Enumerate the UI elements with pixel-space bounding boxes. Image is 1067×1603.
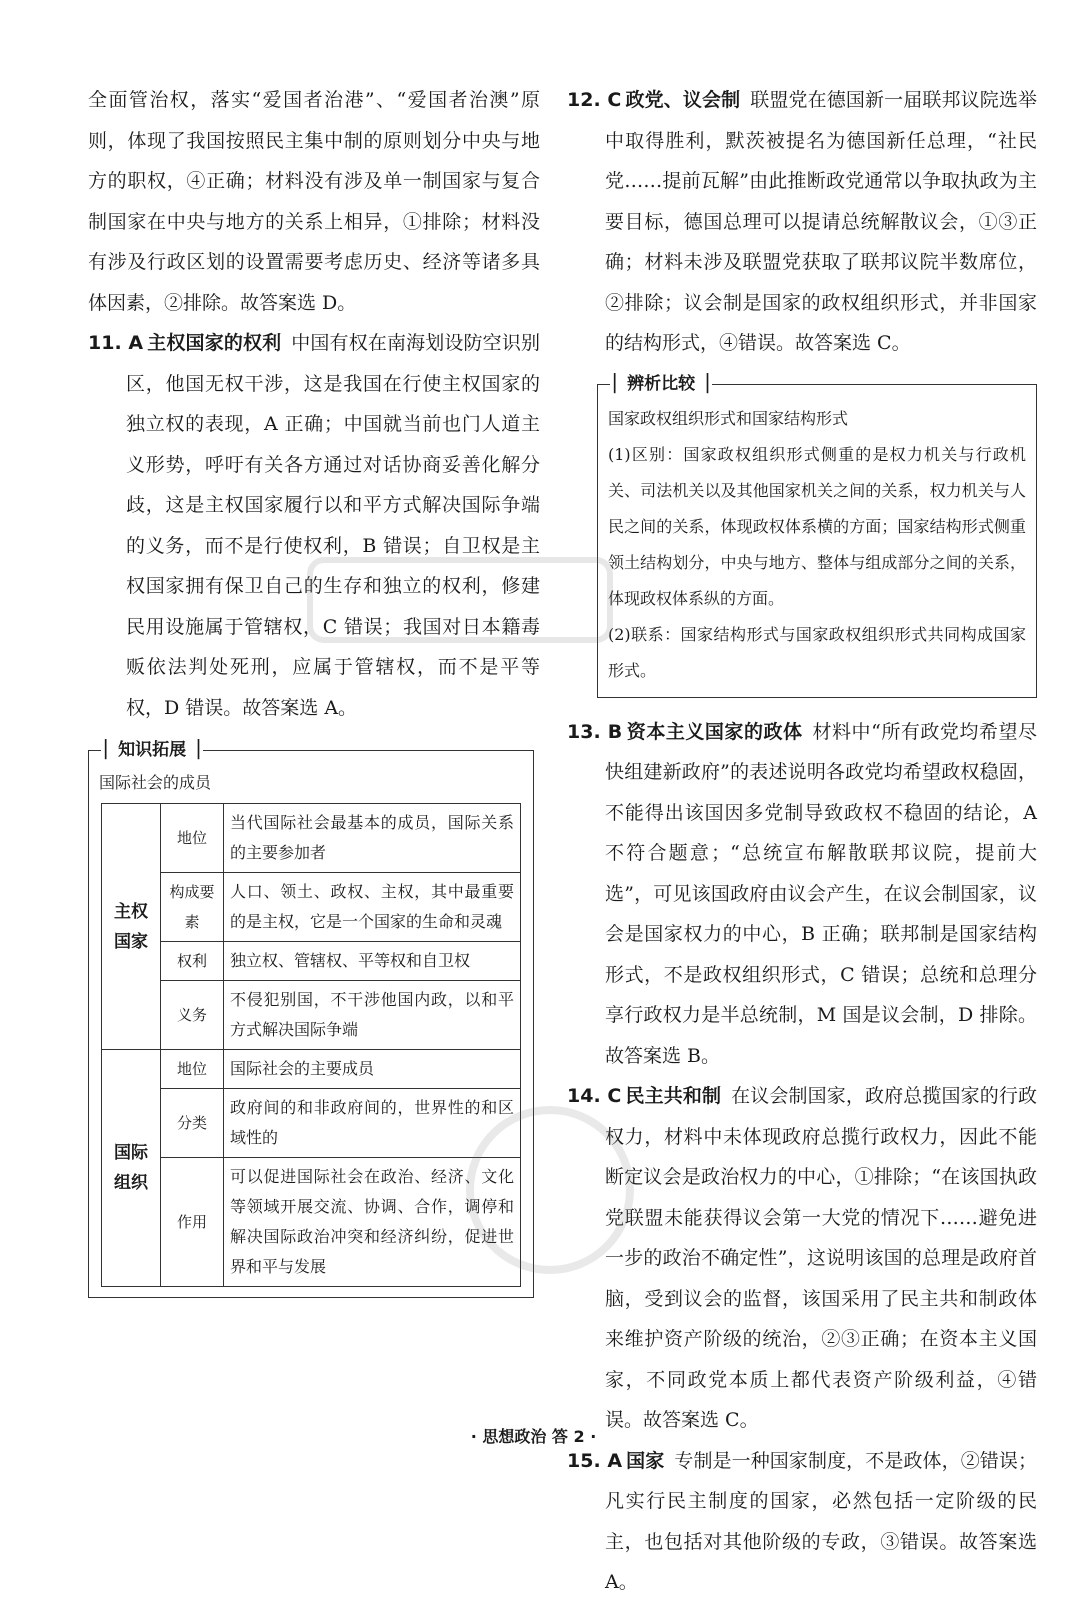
question-number: 13. B xyxy=(567,720,623,743)
left-column xyxy=(88,80,540,1298)
members-table xyxy=(101,803,521,1287)
question-topic: 政党、议会制 xyxy=(625,89,741,111)
row-label: 作用 xyxy=(161,1158,224,1287)
table-row xyxy=(102,804,521,873)
table-row xyxy=(102,942,521,981)
question-topic: 主权国家的权利 xyxy=(147,332,282,354)
question-topic: 国家 xyxy=(626,1449,665,1472)
row-label: 构成要素 xyxy=(161,873,224,942)
compare-connection: (2)联系：国家结构形式与国家政权组织形式共同构成国家形式。 xyxy=(608,624,1026,680)
page-footer: · 思想政治 答 2 · xyxy=(470,1427,597,1446)
question-text: 中国有权在南海划设防空识别区，他国无权干涉，这是我国在行使主权国家的独立权的表现，A 正确；中国就当前也门人道主义形势，呼吁有关各方通过对话协商妥善化解分歧，这是主权国家履行以和平方式解决国际争端的义务，而不是行使权利，B 错误；自卫权是主权国家拥有保卫自己的生存和独立的权利，修建民用设施属于管辖权，C 错误；我国对日本籍毒贩依法判处死刑，应属于管辖权，而不是平等权，D 错误。故答案选 A。 xyxy=(126,332,540,719)
question-12 xyxy=(567,80,1037,364)
question-11 xyxy=(88,323,540,728)
row-label: 分类 xyxy=(161,1089,224,1158)
category-cell: 国际组织 xyxy=(102,1050,161,1287)
row-content: 独立权、管辖权、平等权和自卫权 xyxy=(224,942,521,981)
table-row xyxy=(102,1158,521,1287)
compare-difference: (1)区别：国家政权组织形式侧重的是权力机关与行政机关、司法机关以及其他国家机关之间的关系，权力机关与人民之间的关系，体现政权体系横的方面；国家结构形式侧重领土结构划分，中央与地方、整体与组成部分之间的关系，体现政权体系纵的方面。 xyxy=(608,444,1026,608)
box-title: 国际社会的成员 xyxy=(99,773,212,792)
question-text: 联盟党在德国新一届联邦议院选举中取得胜利，默茨被提名为德国新任总理，“社民党……提前瓦解”由此推断政党通常以争取执政为主要目标，德国总理可以提请总统解散议会，①③正确；材料未涉及联盟党获取了联邦议院半数席位，②排除；议会制是国家的政权组织形式，并非国家的结构形式，④错误。故答案选 C。 xyxy=(605,89,1037,354)
question-text: 材料中“所有政党均希望尽快组建新政府”的表述说明各政党均希望政权稳固，不能得出该国因多党制导致政权不稳固的结论，A 不符合题意；“总统宣布解散联邦议院，提前大选”，可见该国政府由议会产生，在议会制国家，议会是国家权力的中心，B 正确；联邦制是国家结构形式，不是政权组织形式，C 错误；总统和总理分享行政权力是半总统制，M 国是议会制，D 排除。故答案选 B。 xyxy=(605,720,1037,1067)
question-number: 11. A xyxy=(88,332,144,354)
question-number: 15. A xyxy=(567,1449,623,1472)
row-content: 不侵犯别国，不干涉他国内政，以和平方式解决国际争端 xyxy=(224,981,521,1050)
question-number: 14. C xyxy=(567,1085,622,1107)
intro-paragraph: 全面管治权，落实“爱国者治港”、“爱国者治澳”原则，体现了我国按照民主集中制的原则划分中央与地方的职权，④正确；材料没有涉及单一制国家与复合制国家在中央与地方的关系上相异，①排除；材料没有涉及行政区划的设置需要考虑历史、经济等诸多具体因素，②排除。故答案选 D。 xyxy=(88,89,540,314)
question-topic: 资本主义国家的政体 xyxy=(626,720,803,743)
row-label: 地位 xyxy=(161,804,224,873)
table-row xyxy=(102,1089,521,1158)
table-row xyxy=(102,981,521,1050)
knowledge-extension-box xyxy=(88,740,534,1298)
row-label: 义务 xyxy=(161,981,224,1050)
category-cell: 主权国家 xyxy=(102,804,161,1050)
question-15 xyxy=(567,1441,1037,1603)
row-label: 权利 xyxy=(161,942,224,981)
row-content: 可以促进国际社会在政治、经济、文化等领域开展交流、协调、合作，调停和解决国际政治冲突和经济纠纷，促进世界和平与发展 xyxy=(224,1158,521,1287)
row-content: 国际社会的主要成员 xyxy=(224,1050,521,1089)
row-content: 当代国际社会最基本的成员，国际关系的主要参加者 xyxy=(224,804,521,873)
table-row xyxy=(102,873,521,942)
table-row xyxy=(102,1050,521,1089)
box-tag: ▏ 知识拓展 ▕ xyxy=(101,739,203,761)
row-content: 人口、领土、政权、主权，其中最重要的是主权，它是一个国家的生命和灵魂 xyxy=(224,873,521,942)
question-13 xyxy=(567,712,1037,1077)
right-column xyxy=(567,80,1037,1603)
question-topic: 民主共和制 xyxy=(625,1085,722,1107)
question-text: 专制是一种国家制度，不是政体，②错误；凡实行民主制度的国家，必然包括一定阶级的民主，也包括对其他阶级的专政，③错误。故答案选 A。 xyxy=(605,1449,1037,1593)
question-number: 12. C xyxy=(567,89,622,111)
box-title: 国家政权组织形式和国家结构形式 xyxy=(608,408,849,428)
row-content: 政府间的和非政府间的，世界性的和区域性的 xyxy=(224,1089,521,1158)
box-tag: ▏ 辨析比较 ▕ xyxy=(610,373,712,395)
analysis-compare-box xyxy=(597,373,1037,698)
question-text: 在议会制国家，政府总揽国家的行政权力，材料中未体现政府总揽行政权力，因此不能断定议会是政治权力的中心，①排除；“在该国执政党联盟未能获得议会第一大党的情况下……避免进一步的政治不确定性”，这说明该国的总理是政府首脑，受到议会的监督，该国采用了民主共和制政体来维护资产阶级的统治，②③正确；在资本主义国家，不同政党本质上都代表资产阶级利益，④错误。故答案选 C。 xyxy=(605,1085,1037,1431)
question-14 xyxy=(567,1076,1037,1441)
row-label: 地位 xyxy=(161,1050,224,1089)
